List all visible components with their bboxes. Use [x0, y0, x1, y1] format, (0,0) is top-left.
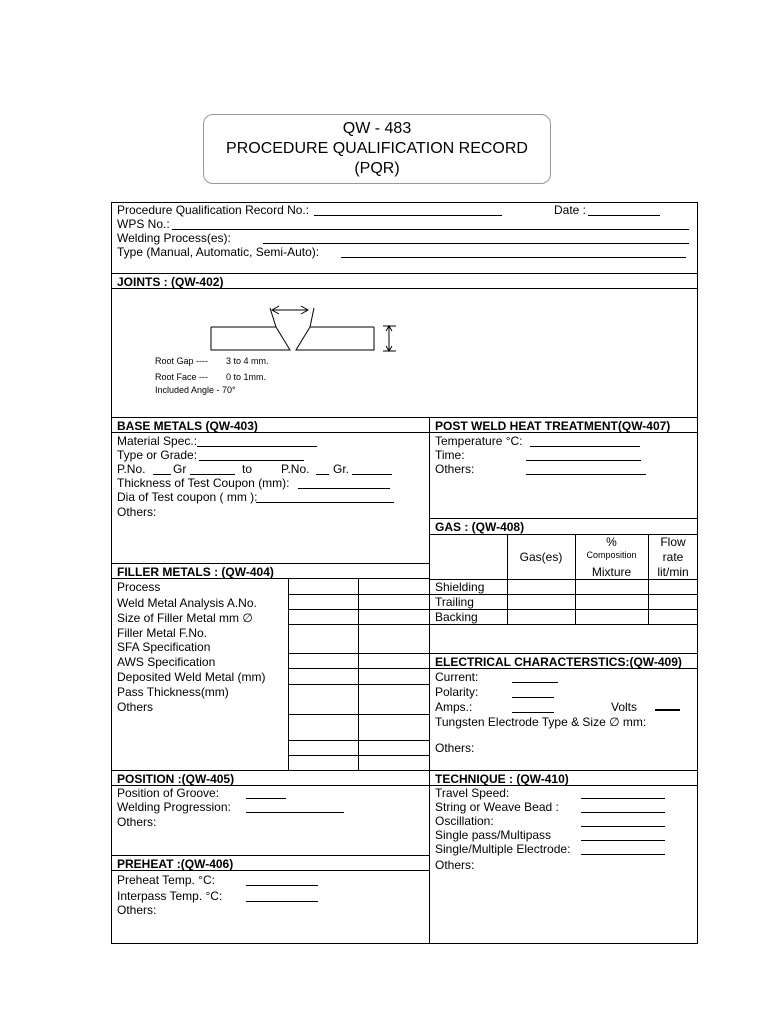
filler-row: Filler Metal F.No.: [117, 626, 208, 640]
pwht-time-field[interactable]: [526, 460, 641, 461]
current-label: Current:: [435, 670, 479, 684]
divider: [111, 855, 429, 856]
root-gap-label: Root Gap ----: [155, 356, 209, 366]
column-divider: [288, 578, 289, 770]
gas-row-shielding: Shielding: [435, 580, 485, 594]
material-spec-label: Material Spec.:: [117, 434, 198, 448]
position-heading: POSITION :(QW-405): [117, 772, 235, 786]
filler-row: Pass Thickness(mm): [117, 685, 229, 699]
electrical-heading: ELECTRICAL CHARACTERSTICS:(QW-409): [435, 655, 682, 669]
oscillation-field[interactable]: [581, 826, 665, 827]
base-metals-heading: BASE METALS (QW-403): [117, 419, 258, 433]
current-field[interactable]: [512, 682, 558, 683]
type-field[interactable]: [341, 257, 686, 258]
electrode-label: Single/Multiple Electrode:: [435, 842, 571, 856]
gr2-field[interactable]: [352, 474, 392, 475]
gas-heading: GAS : (QW-408): [435, 520, 525, 534]
gas-col-unit: lit/min: [657, 565, 689, 579]
root-gap-value: 3 to 4 mm.: [226, 356, 269, 366]
pno2-label: P.No.: [281, 462, 310, 476]
amps-field[interactable]: [512, 712, 554, 713]
column-divider: [358, 578, 359, 770]
gas-col-mixture: Mixture: [591, 565, 632, 579]
process-field[interactable]: [263, 243, 689, 244]
type-grade-label: Type or Grade:: [117, 448, 198, 462]
dia-label: Dia of Test coupon ( mm ):: [117, 490, 258, 504]
thickness-field[interactable]: [298, 488, 390, 489]
filler-row: Weld Metal Analysis A.No.: [117, 596, 257, 610]
date-label: Date :: [554, 203, 587, 217]
gas-col-composition: Composition: [586, 550, 637, 560]
joints-heading: JOINTS : (QW-402): [117, 275, 224, 289]
string-label: String or Weave Bead :: [435, 800, 559, 814]
joint-diagram: [200, 298, 410, 360]
form-title: PROCEDURE QUALIFICATION RECORD: [226, 140, 528, 157]
date-field[interactable]: [588, 215, 660, 216]
volts-field[interactable]: [655, 709, 680, 711]
to-label: to: [242, 462, 253, 476]
position-others-label: Others:: [117, 815, 157, 829]
groove-label: Position of Groove:: [117, 786, 220, 800]
pwht-temp-field[interactable]: [530, 446, 640, 447]
divider: [111, 563, 429, 564]
progression-label: Welding Progression:: [117, 800, 231, 814]
title-box: [203, 114, 551, 184]
interpass-temp-label: Interpass Temp. °C:: [117, 889, 223, 903]
interpass-temp-field[interactable]: [246, 901, 318, 902]
wps-label: WPS No.:: [117, 217, 170, 231]
divider: [429, 653, 698, 654]
process-label: Welding Process(es):: [117, 231, 231, 245]
polarity-label: Polarity:: [435, 685, 479, 699]
progression-field[interactable]: [246, 812, 344, 813]
divider: [111, 770, 698, 771]
gas-row-trailing: Trailing: [435, 595, 474, 609]
divider: [429, 624, 698, 625]
form-abbrev: (PQR): [354, 160, 400, 177]
groove-field[interactable]: [246, 798, 286, 799]
polarity-field[interactable]: [512, 697, 554, 698]
travel-field[interactable]: [581, 798, 665, 799]
oscillation-label: Oscillation:: [435, 814, 494, 828]
divider: [111, 417, 698, 418]
tungsten-label: Tungsten Electrode Type & Size ∅ mm:: [435, 715, 647, 729]
filler-row: Size of Filler Metal mm ∅: [117, 611, 253, 625]
gr1-label: Gr: [173, 462, 187, 476]
filler-row: Others: [117, 700, 154, 714]
string-field[interactable]: [581, 812, 665, 813]
pwht-temp-label: Temperature °C:: [435, 434, 523, 448]
gas-col-rate: rate: [662, 550, 684, 564]
column-divider: [429, 417, 430, 944]
pwht-time-label: Time:: [435, 448, 465, 462]
included-angle: Included Angle - 70°: [155, 385, 236, 395]
single-pass-label: Single pass/Multipass: [435, 828, 552, 842]
root-face-value: 0 to 1mm.: [226, 372, 267, 382]
dia-field[interactable]: [256, 502, 394, 503]
preheat-temp-field[interactable]: [246, 885, 318, 886]
pqr-no-field[interactable]: [314, 215, 502, 216]
gas-col-pct: %: [606, 535, 617, 549]
pwht-others-field[interactable]: [526, 474, 646, 475]
pno2-field[interactable]: [316, 474, 329, 475]
type-grade-field[interactable]: [199, 460, 304, 461]
pno1-label: P.No.: [117, 462, 146, 476]
pwht-others-label: Others:: [435, 462, 475, 476]
electrical-others-label: Others:: [435, 741, 475, 755]
filler-row: SFA Specification: [117, 640, 211, 654]
gas-col-flow: Flow: [660, 535, 686, 549]
thickness-label: Thickness of Test Coupon (mm):: [117, 476, 290, 490]
form-code: QW - 483: [342, 120, 412, 137]
base-others-label: Others:: [117, 505, 157, 519]
type-label: Type (Manual, Automatic, Semi-Auto):: [117, 245, 320, 259]
filler-row: Process: [117, 580, 161, 594]
technique-heading: TECHNIQUE : (QW-410): [435, 772, 569, 786]
gas-col-gases: Gas(es): [519, 550, 563, 564]
preheat-heading: PREHEAT :(QW-406): [117, 857, 234, 871]
material-spec-field[interactable]: [197, 446, 317, 447]
pno1-field[interactable]: [153, 474, 171, 475]
wps-field[interactable]: [172, 229, 689, 230]
gas-row-backing: Backing: [435, 610, 478, 624]
column-divider: [507, 534, 508, 624]
filler-heading: FILLER METALS : (QW-404): [117, 565, 274, 579]
pwht-heading: POST WELD HEAT TREATMENT(QW-407): [435, 419, 671, 433]
gr2-label: Gr.: [333, 462, 350, 476]
divider: [429, 518, 698, 519]
technique-others-label: Others:: [435, 858, 475, 872]
preheat-others-label: Others:: [117, 903, 157, 917]
preheat-temp-label: Preheat Temp. °C:: [117, 873, 215, 887]
filler-row: Deposited Weld Metal (mm): [117, 670, 266, 684]
root-face-label: Root Face ---: [155, 372, 209, 382]
filler-row: AWS Specification: [117, 655, 216, 669]
single-pass-field[interactable]: [581, 840, 665, 841]
gr1-field[interactable]: [190, 474, 235, 475]
divider: [111, 273, 698, 274]
pqr-no-label: Procedure Qualification Record No.:: [117, 203, 310, 217]
electrode-field[interactable]: [581, 854, 665, 855]
amps-label: Amps.:: [435, 700, 473, 714]
volts-label: Volts: [611, 700, 638, 714]
travel-label: Travel Speed:: [435, 786, 510, 800]
